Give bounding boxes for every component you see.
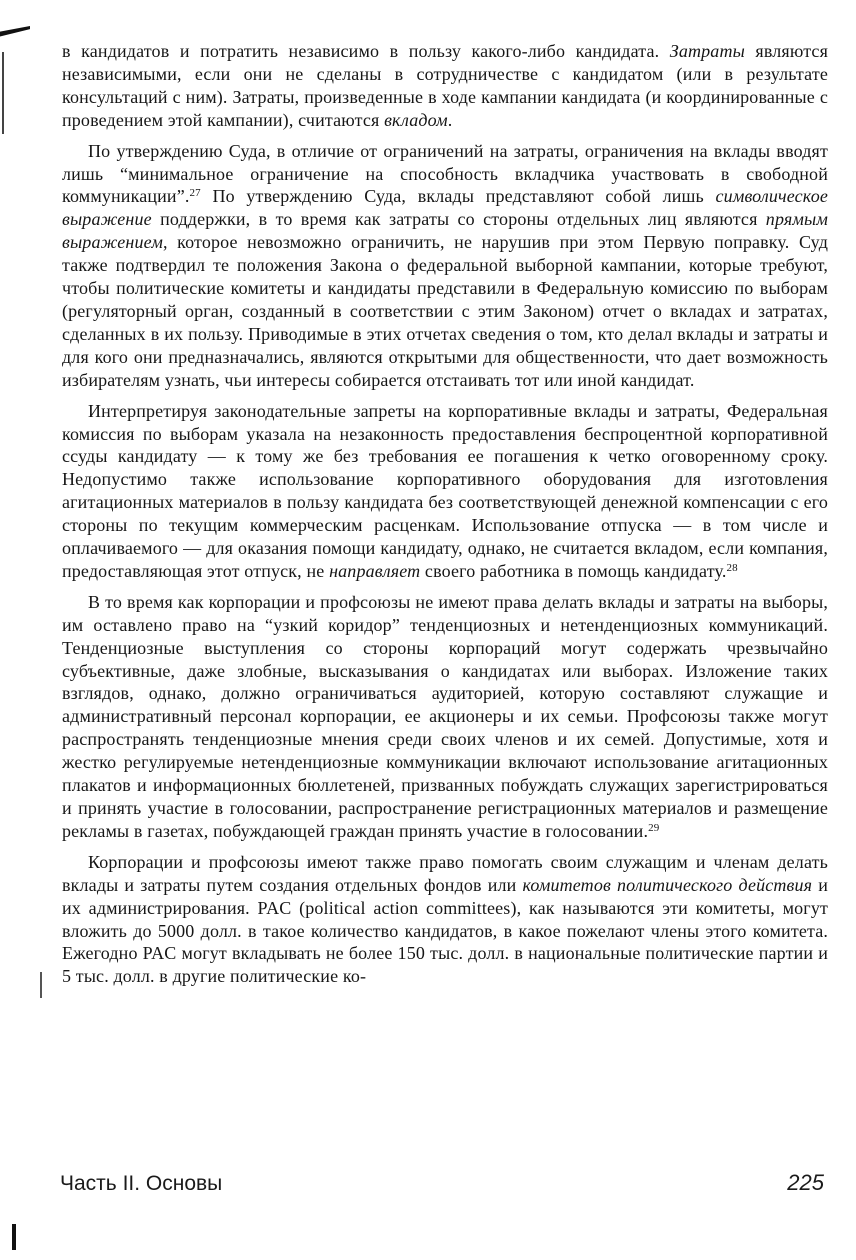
paragraph-1: в кандидатов и потратить независимо в пользу какого-либо кандидата. Затраты являются независимыми, если они не сделаны в сотрудничестве с кандидатом (или в результате консультаций с ним). Затраты, произведенные в ходе кампании кандидата (и координированные с проведением этой кампании), считаются вкладом. bbox=[62, 41, 829, 130]
page-body bbox=[62, 40, 828, 988]
footnote-ref: 29 bbox=[648, 821, 660, 834]
paragraph-5: Корпорации и профсоюзы имеют также право помогать своим служащим и членам делать вклады и затраты путем создания отдельных фондов или комитетов политического действия и их администрирования. PAC (political action committees), как называются эти комитеты, могут вложить до 5000 долл. в такое количество кандидатов, в какое пожелают члены этого комитета. Ежегодно PAC могут вкладывать не более 150 тыс. долл. в национальные политические партии и 5 тыс. долл. в другие политические ко- bbox=[62, 851, 828, 987]
scan-corner-mark bbox=[0, 26, 30, 40]
emphasis: прямым выражением bbox=[62, 209, 828, 253]
emphasis: символическое выражение bbox=[62, 186, 828, 230]
paragraph-2: По утверждению Суда, в отличие от ограничений на затраты, ограничения на вклады вводят лишь “минимальное ограничение на способность вкладчика участвовать в свободной коммуникации”.$^{27}$ По утверждению Суда, вклады представляют собой лишь символическое выражение поддержки, в то время как затраты со стороны отдельных лиц являются прямым выражением, которое невозможно ограничить, не нарушив при этом Первую поправку. Суд также подтвердил те положения Закона о федеральной выборной кампании, которые требуют, чтобы политические комитеты и кандидаты представили в Федеральную комиссию по выборам (регуляторный орган, созданный в соответствии с этим Законом) отчет о вкладах и затратах, сделанных в их пользу. Приводимые в этих отчетах сведения о том, кто делал вклады и затраты и для кого они предназначались, являются открытыми для общественности, что дает возможность избирателям узнать, чьи интересы собирается отстаивать тот или иной кандидат. bbox=[62, 140, 828, 390]
scan-margin-mark bbox=[40, 972, 42, 998]
emphasis: Затраты bbox=[669, 41, 745, 61]
running-footer-section: Часть II. Основы bbox=[60, 1172, 223, 1195]
footnote-ref: 27 bbox=[189, 187, 201, 200]
paragraph-4: В то время как корпорации и профсоюзы не имеют права делать вклады и затраты на выборы, им оставлено право на “узкий коридор” тенденциозных и нетенденциозных коммуникаций. Тенденциозные выступления со стороны корпораций могут содержать чрезвычайно субъективные, даже злобные, высказывания о кандидатах или выборах. Изложение таких взглядов, однако, должно ограничиваться аудиторией, которую составляют служащие и административный персонал корпорации, ее акционеры и их семьи. Профсоюзы также могут распространять тенденциозные мнения среди своих членов и их семей. Допустимые, хотя и жестко регулируемые нетенденциозные коммуникации включают использование агитационных плакатов и информационных бюллетеней, призванных побуждать служащих зарегистрироваться и принять участие в голосовании, распространение регистрационных материалов и размещение рекламы в газетах, побуждающей граждан принять участие в голосовании.$^{29}$ bbox=[62, 591, 828, 841]
emphasis: комитетов политического действия bbox=[522, 874, 813, 895]
emphasis: вкладом bbox=[384, 109, 448, 130]
scan-margin-mark bbox=[12, 1224, 16, 1250]
scan-margin-mark bbox=[2, 52, 4, 134]
paragraph-3: Интерпретируя законодательные запреты на корпоративные вклады и затраты, Федеральная комиссия по выборам указала на незаконность предоставления беспроцентной корпоративной ссуды кандидату — к тому же без требования ее погашения к четко оговоренному сроку. Недопустимо также использование корпоративного оборудования для изготовления агитационных материалов в пользу кандидата без соответствующей денежной компенсации с его стороны по текущим коммерческим расценкам. Использование отпуска — в том числе и оплачиваемого — для оказания помощи кандидату, однако, не считается вкладом, если компания, предоставляющая этот отпуск, не направляет своего работника в помощь кандидату.$^{28}$ bbox=[62, 400, 828, 581]
footnote-ref: 28 bbox=[726, 561, 738, 574]
page-number: 225 bbox=[787, 1170, 824, 1195]
emphasis: направляет bbox=[329, 560, 421, 581]
